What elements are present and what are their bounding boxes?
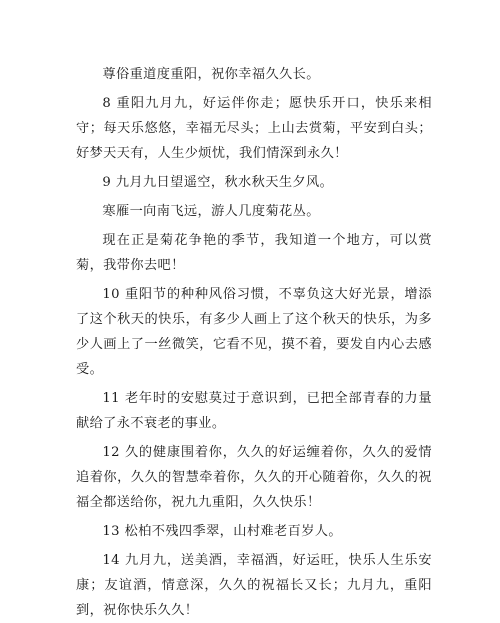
paragraph: 9 九月九日望遥空，秋水秋天生夕风。 [102,175,334,190]
paragraph: 8 重阳九月九，好运伴你走；愿快乐开口，快乐来相守；每天乐悠悠，幸福无尽头；上山去赏菊，平安到白头；好梦天天有，人生少烦忧，我们情深到永久！ [76,96,432,161]
paragraph: 现在正是菊花争艳的季节，我知道一个地方，可以赏菊，我带你去吧！ [76,233,432,273]
paragraph: 11 老年时的安慰莫过于意识到，已把全部青春的力量献给了永不衰老的事业。 [76,391,432,431]
paragraph: 13 松柏不残四季翠，山村难老百岁人。 [102,524,342,539]
document-body [76,62,432,623]
paragraph: 12 久的健康围着你，久久的好运缠着你，久久的爱情追着你，久久的智慧牵着你，久久的开心随着你，久久的祝福全都送给你，祝九九重阳，久久快乐！ [76,445,432,510]
paragraph: 10 重阳节的种种风俗习惯，不辜负这大好光景，增添了这个秋天的快乐，有多少人画上了这个秋天的快乐，为多少人画上了一丝微笑，它看不见，摸不着，要发自内心去感受。 [76,287,432,377]
paragraph: 寒雁一向南飞远，游人几度菊花丛。 [102,204,320,219]
paragraph: 14 九月九，送美酒，幸福酒，好运旺，快乐人生乐安康；友谊酒，情意深，久久的祝福长又长；九月九，重阳到，祝你快乐久久！ [76,553,432,618]
paragraph: 尊俗重道度重阳，祝你幸福久久长。 [102,67,320,82]
